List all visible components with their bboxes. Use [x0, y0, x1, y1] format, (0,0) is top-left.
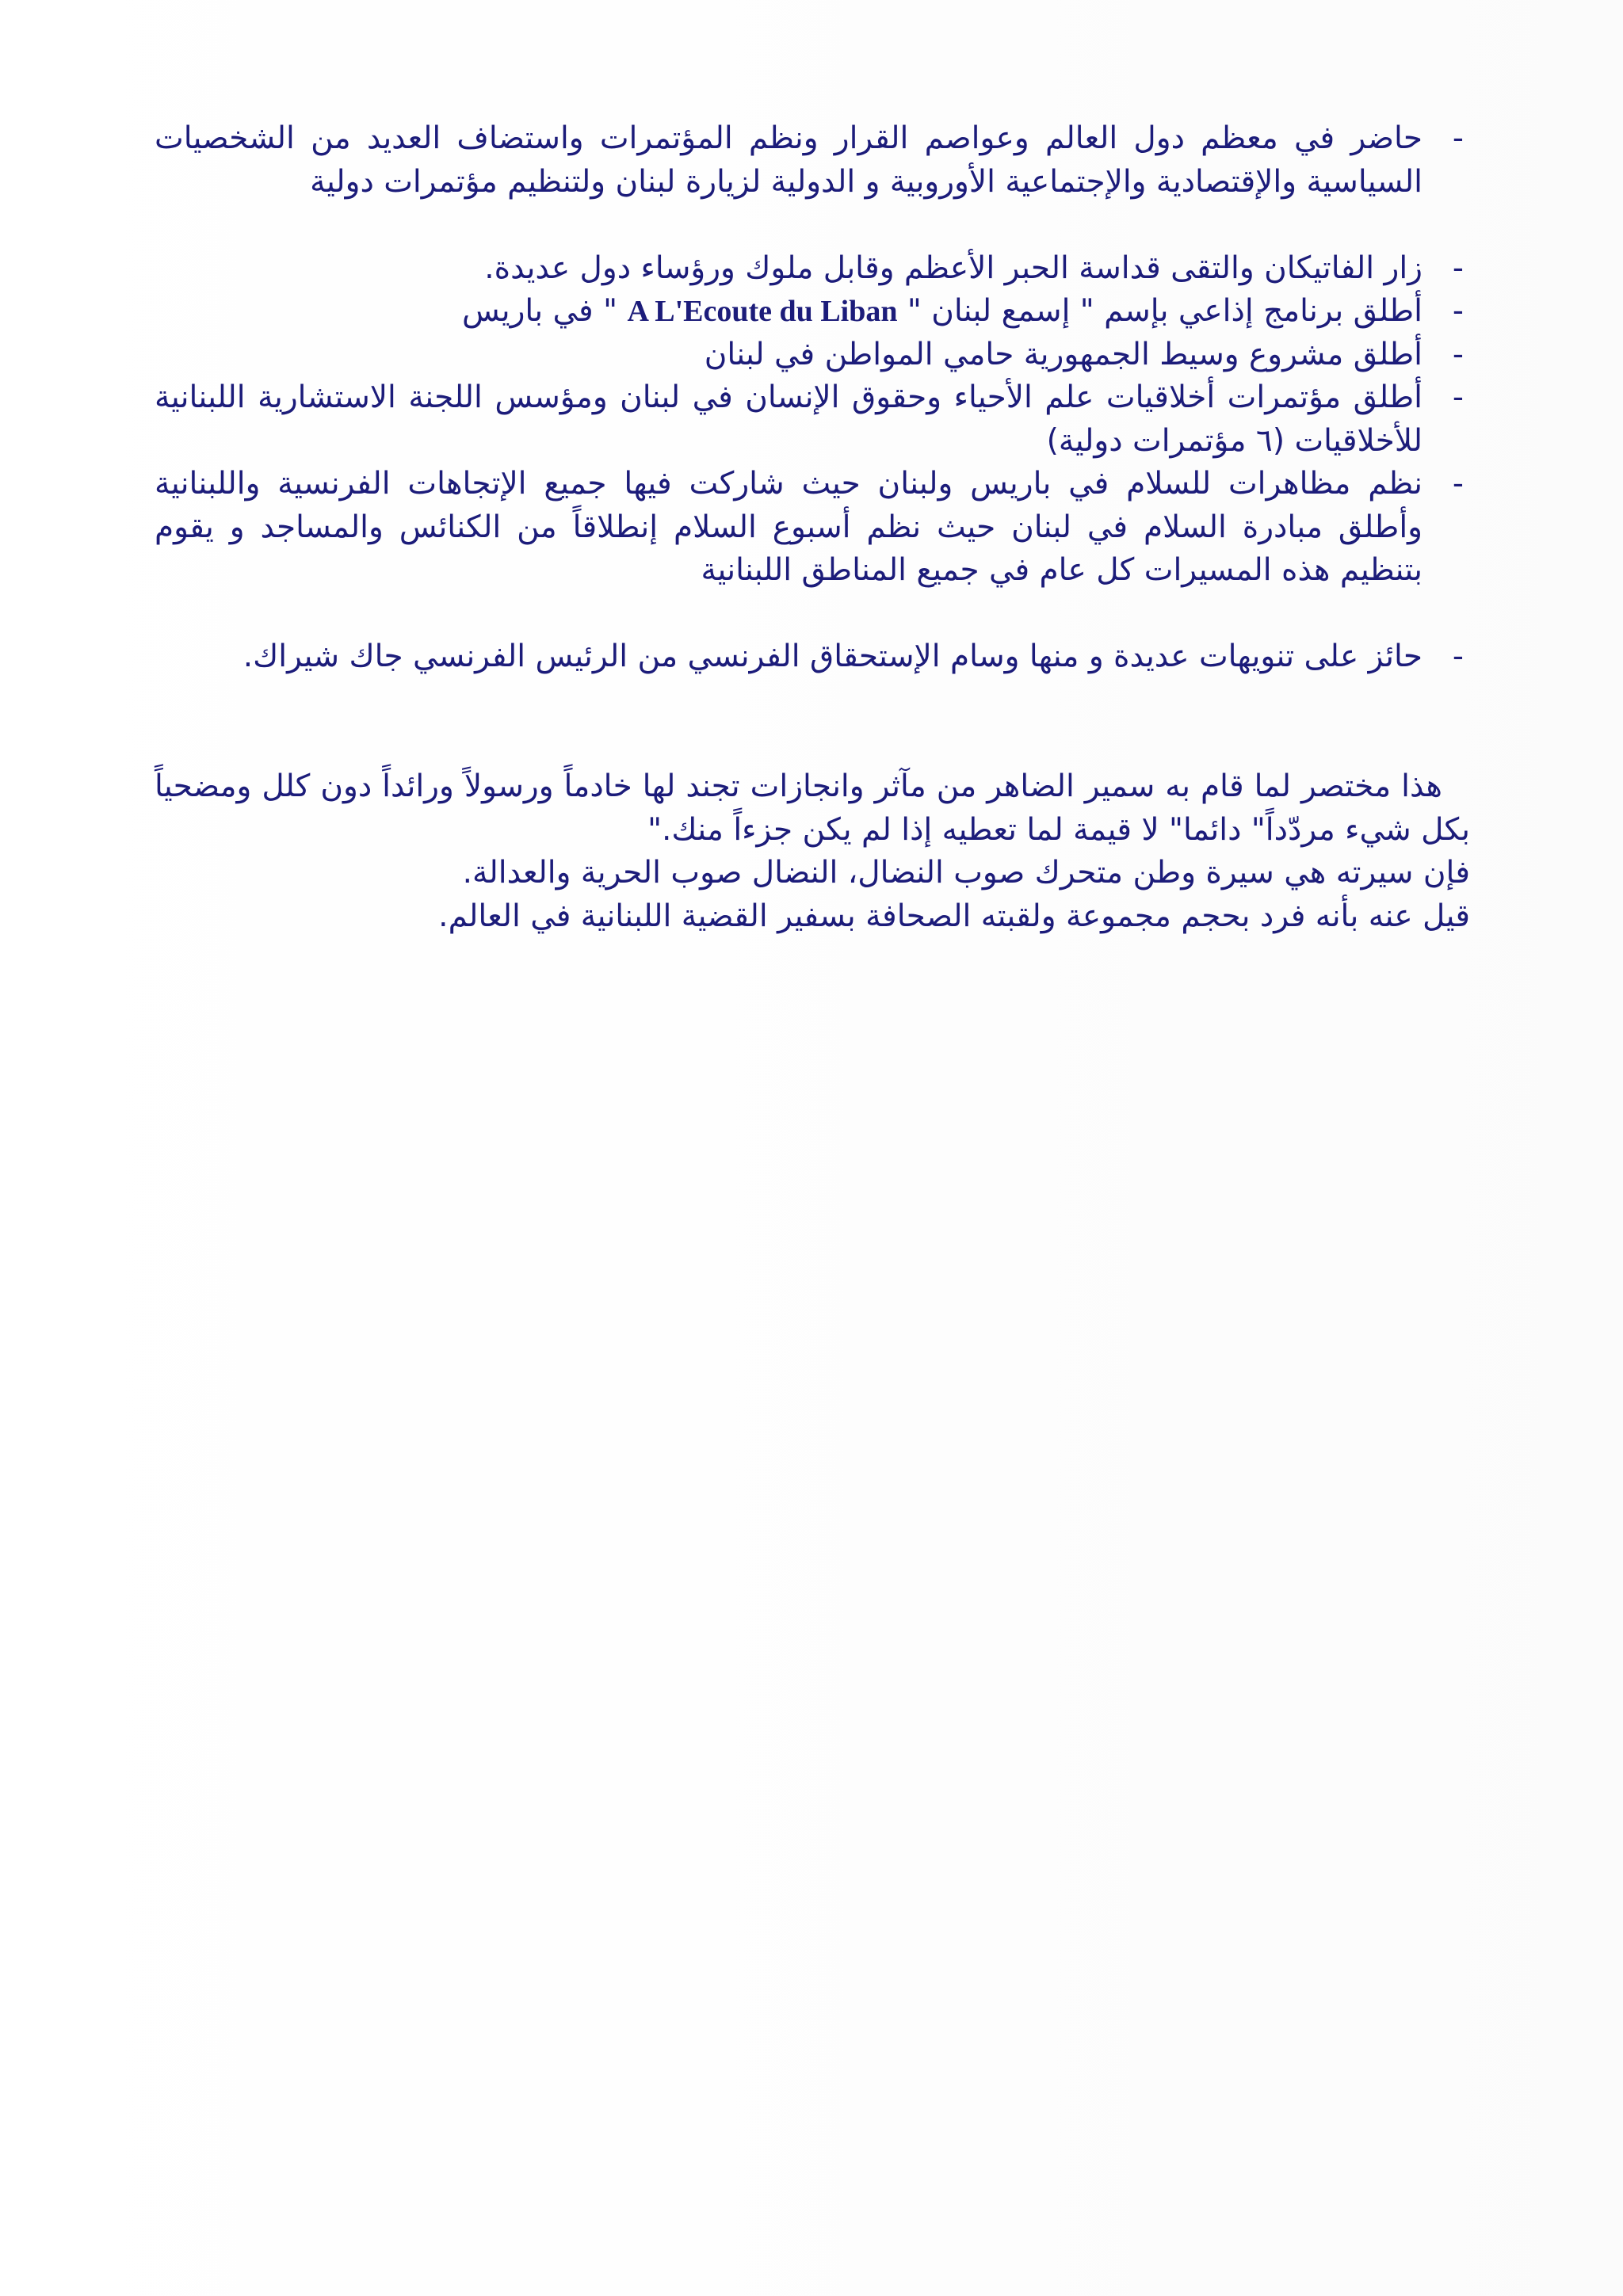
list-item [155, 463, 1464, 635]
list-item-text: زار الفاتيكان والتقى قداسة الحبر الأعظم وقابل ملوك ورؤساء دول عديدة. [484, 250, 1423, 286]
list-item [155, 334, 1464, 377]
list-item [155, 117, 1464, 247]
bullet-dash: - [1452, 250, 1464, 286]
achievements-list [155, 117, 1464, 722]
bullet-dash: - [1452, 293, 1464, 329]
list-item-text: أطلق مشروع وسيط الجمهورية حامي المواطن في لبنان [704, 336, 1423, 372]
program-title-latin: A L'Ecoute du Liban [627, 295, 898, 328]
bullet-dash: - [1452, 639, 1464, 674]
list-item [155, 247, 1464, 291]
bullet-dash: - [1452, 336, 1464, 372]
summary-paragraph: هذا مختصر لما قام به سمير الضاهر من مآثر وانجازات تجند لها خادماً ورسولاً ورائداً دون كلل ومضحياً بكل شيء مردّداً" دائما" لا قيمة لما تعطيه إذا لم يكن جزءاً منك." [155, 769, 1470, 848]
list-item [155, 635, 1464, 722]
list-item [155, 290, 1464, 334]
list-item-text: نظم مظاهرات للسلام في باريس ولبنان حيث شاركت فيها جميع الإتجاهات الفرنسية واللبنانية وأطلق مبادرة السلام في لبنان حيث نظم أسبوع السلام إنطلاقاً من الكنائس والمساجد و يقوم بتنظيم هذه المسيرات كل عام في جميع المناطق اللبنانية [155, 466, 1423, 588]
list-item-text: " في باريس [462, 293, 618, 329]
bullet-dash: - [1452, 379, 1464, 415]
list-item [155, 376, 1464, 463]
list-item-text: أطلق برنامج إذاعي بإسم " إسمع لبنان " [907, 293, 1423, 329]
summary-paragraph: قيل عنه بأنه فرد بحجم مجموعة ولقبته الصحافة بسفير القضية اللبنانية في العالم. [438, 898, 1470, 934]
list-item-text: أطلق مؤتمرات أخلاقيات علم الأحياء وحقوق الإنسان في لبنان ومؤسس اللجنة الاستشارية اللبنانية للأخلاقيات (٦ مؤتمرات دولية) [155, 379, 1423, 459]
bullet-dash: - [1452, 120, 1464, 156]
bullet-dash: - [1452, 466, 1464, 502]
summary-paragraph: فإن سيرته هي سيرة وطن متحرك صوب النضال، النضال صوب الحرية والعدالة. [462, 855, 1470, 891]
list-item-text: حاضر في معظم دول العالم وعواصم القرار ونظم المؤتمرات واستضاف العديد من الشخصيات السياسية والإقتصادية والإجتماعية الأوروبية و الدولية لزيارة لبنان ولتنظيم مؤتمرات دولية [155, 120, 1423, 200]
summary-section [155, 765, 1470, 938]
list-item-text: حائز على تنويهات عديدة و منها وسام الإستحقاق الفرنسي من الرئيس الفرنسي جاك شيراك. [242, 639, 1423, 674]
